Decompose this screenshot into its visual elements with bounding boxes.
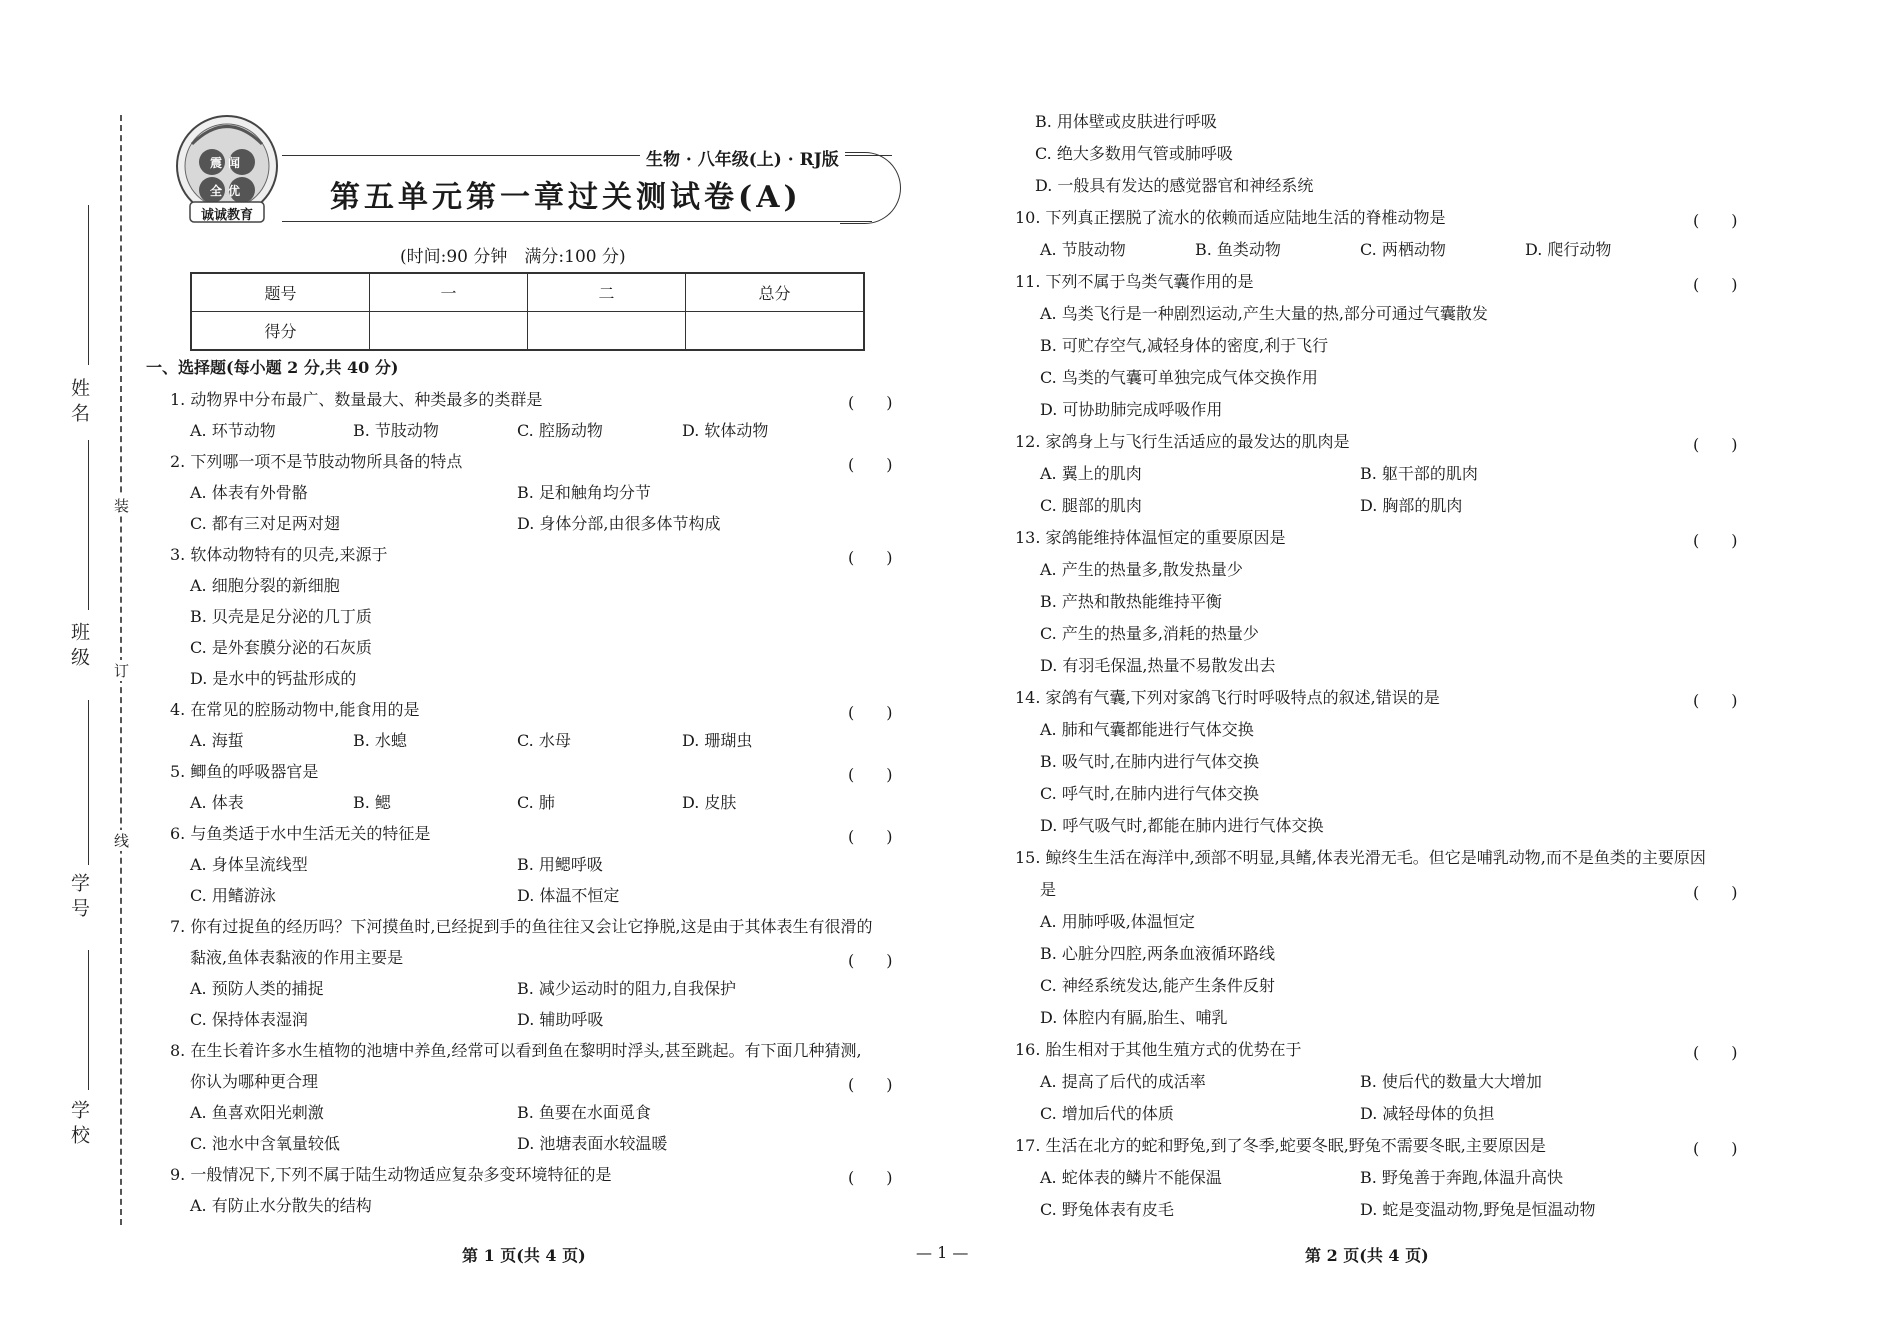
question-stem: 13. 家鸽能维持体温恒定的重要原因是 bbox=[1015, 528, 1286, 547]
score-cell: 得分 bbox=[191, 312, 370, 351]
score-table bbox=[190, 272, 865, 351]
option: C. 用鳍游泳 bbox=[190, 886, 276, 905]
subject-line: 生物 · 八年级(上) · RJ版 bbox=[640, 145, 845, 170]
option: A. 身体呈流线型 bbox=[190, 855, 308, 874]
score-cell: 题号 bbox=[191, 273, 370, 312]
option: C. 野兔体表有皮毛 bbox=[1040, 1200, 1174, 1219]
option: A. 蛇体表的鳞片不能保温 bbox=[1040, 1168, 1222, 1187]
option: D. 爬行动物 bbox=[1525, 240, 1612, 259]
option: C. 产生的热量多,消耗的热量少 bbox=[1040, 624, 1259, 643]
option: A. 节肢动物 bbox=[1040, 240, 1126, 259]
option: B. 水螅 bbox=[353, 731, 407, 750]
page-number-right: 第 2 页(共 4 页) bbox=[1305, 1246, 1429, 1265]
option: C. 池水中含氧量较低 bbox=[190, 1134, 340, 1153]
publisher-logo bbox=[172, 114, 282, 224]
answer-paren[interactable]: ( ) bbox=[1693, 435, 1738, 454]
side-label-class: 班级 bbox=[68, 622, 90, 672]
option: B. 吸气时,在肺内进行气体交换 bbox=[1040, 752, 1260, 771]
answer-paren[interactable]: ( ) bbox=[848, 827, 893, 846]
answer-paren[interactable]: ( ) bbox=[1693, 691, 1738, 710]
question-stem: 1. 动物界中分布最广、数量最大、种类最多的类群是 bbox=[170, 390, 543, 409]
answer-paren[interactable]: ( ) bbox=[848, 765, 893, 784]
question-stem: 5. 鲫鱼的呼吸器官是 bbox=[170, 762, 319, 781]
side-class-blank bbox=[88, 440, 89, 610]
option: C. 保持体表湿润 bbox=[190, 1010, 308, 1029]
answer-paren[interactable]: ( ) bbox=[848, 455, 893, 474]
binding-mark-ding: 订 bbox=[114, 662, 130, 680]
question-stem: 17. 生活在北方的蛇和野兔,到了冬季,蛇要冬眠,野兔不需要冬眠,主要原因是 bbox=[1015, 1136, 1546, 1155]
option: B. 鳃 bbox=[353, 793, 391, 812]
question-stem: 11. 下列不属于鸟类气囊作用的是 bbox=[1015, 272, 1254, 291]
option: C. 肺 bbox=[517, 793, 555, 812]
side-number-blank bbox=[88, 700, 89, 865]
option: B. 可贮存空气,减轻身体的密度,利于飞行 bbox=[1040, 336, 1329, 355]
answer-paren[interactable]: ( ) bbox=[1693, 275, 1738, 294]
side-school-blank bbox=[88, 950, 89, 1090]
option: B. 心脏分四腔,两条血液循环路线 bbox=[1040, 944, 1276, 963]
option: B. 野兔善于奔跑,体温升高快 bbox=[1360, 1168, 1564, 1187]
option: A. 提高了后代的成活率 bbox=[1040, 1072, 1206, 1091]
option: A. 鸟类飞行是一种剧烈运动,产生大量的热,部分可通过气囊散发 bbox=[1040, 304, 1488, 323]
score-cell: 总分 bbox=[686, 273, 865, 312]
option: A. 预防人类的捕捉 bbox=[190, 979, 324, 998]
option: B. 使后代的数量大大增加 bbox=[1360, 1072, 1542, 1091]
option: B. 躯干部的肌肉 bbox=[1360, 464, 1478, 483]
question-stem: 4. 在常见的腔肠动物中,能食用的是 bbox=[170, 700, 420, 719]
option: D. 身体分部,由很多体节构成 bbox=[517, 514, 721, 533]
page-number-center: — 1 — bbox=[916, 1243, 969, 1262]
option: B. 鱼类动物 bbox=[1195, 240, 1281, 259]
side-name-blank bbox=[88, 205, 89, 365]
option: D. 一般具有发达的感觉器官和神经系统 bbox=[1035, 176, 1314, 195]
option: D. 体温不恒定 bbox=[517, 886, 620, 905]
option: A. 用肺呼吸,体温恒定 bbox=[1040, 912, 1195, 931]
answer-paren[interactable]: ( ) bbox=[848, 393, 893, 412]
option: C. 腿部的肌肉 bbox=[1040, 496, 1142, 515]
binding-mark-xian: 线 bbox=[114, 832, 130, 850]
answer-paren[interactable]: ( ) bbox=[848, 951, 893, 970]
option: B. 用体壁或皮肤进行呼吸 bbox=[1035, 112, 1217, 131]
score-input-cell[interactable] bbox=[528, 312, 686, 351]
header-bottom-rule bbox=[282, 221, 872, 222]
header-arc bbox=[840, 152, 901, 224]
question-stem-continued: 是 bbox=[1040, 880, 1057, 899]
score-cell: 二 bbox=[528, 273, 686, 312]
option: B. 用鳃呼吸 bbox=[517, 855, 603, 874]
answer-paren[interactable]: ( ) bbox=[1693, 531, 1738, 550]
option: D. 体腔内有膈,胎生、哺乳 bbox=[1040, 1008, 1228, 1027]
option: C. 是外套膜分泌的石灰质 bbox=[190, 638, 372, 657]
answer-paren[interactable]: ( ) bbox=[1693, 883, 1738, 902]
question-stem: 3. 软体动物特有的贝壳,来源于 bbox=[170, 545, 388, 564]
option: D. 有羽毛保温,热量不易散发出去 bbox=[1040, 656, 1276, 675]
question-stem: 15. 鲸终生生活在海洋中,颈部不明显,具鳍,体表光滑无毛。但它是哺乳动物,而不是鱼类的主要原因 bbox=[1015, 848, 1706, 867]
page-title: 第五单元第一章过关测试卷(A) bbox=[330, 180, 802, 215]
question-stem: 10. 下列真正摆脱了流水的依赖而适应陆地生活的脊椎动物是 bbox=[1015, 208, 1446, 227]
option: B. 减少运动时的阻力,自我保护 bbox=[517, 979, 737, 998]
score-input-cell[interactable] bbox=[370, 312, 528, 351]
option: D. 珊瑚虫 bbox=[682, 731, 753, 750]
option: A. 体表有外骨骼 bbox=[190, 483, 308, 502]
option: D. 减轻母体的负担 bbox=[1360, 1104, 1495, 1123]
option: D. 池塘表面水较温暖 bbox=[517, 1134, 668, 1153]
option: B. 节肢动物 bbox=[353, 421, 439, 440]
question-stem: 6. 与鱼类适于水中生活无关的特征是 bbox=[170, 824, 431, 843]
option: A. 翼上的肌肉 bbox=[1040, 464, 1142, 483]
option: C. 两栖动物 bbox=[1360, 240, 1446, 259]
option: D. 软体动物 bbox=[682, 421, 769, 440]
option: A. 海蜇 bbox=[190, 731, 244, 750]
option: B. 足和触角均分节 bbox=[517, 483, 651, 502]
side-label-name: 姓名 bbox=[68, 378, 90, 428]
option: D. 胸部的肌肉 bbox=[1360, 496, 1463, 515]
question-stem: 16. 胎生相对于其他生殖方式的优势在于 bbox=[1015, 1040, 1302, 1059]
question-stem: 9. 一般情况下,下列不属于陆生动物适应复杂多变环境特征的是 bbox=[170, 1165, 612, 1184]
option: C. 都有三对足两对翅 bbox=[190, 514, 340, 533]
exam-info: (时间:90 分钟 满分:100 分) bbox=[400, 247, 626, 267]
option: C. 神经系统发达,能产生条件反射 bbox=[1040, 976, 1275, 995]
option: A. 有防止水分散失的结构 bbox=[190, 1196, 372, 1215]
option: A. 肺和气囊都能进行气体交换 bbox=[1040, 720, 1254, 739]
question-stem-continued: 黏液,鱼体表黏液的作用主要是 bbox=[190, 948, 404, 967]
question-stem-continued: 你认为哪种更合理 bbox=[190, 1072, 319, 1091]
side-label-number: 学号 bbox=[68, 873, 90, 923]
logo-brand: 诚诚教育 bbox=[200, 208, 253, 223]
option: D. 是水中的钙盐形成的 bbox=[190, 669, 357, 688]
option: C. 绝大多数用气管或肺呼吸 bbox=[1035, 144, 1233, 163]
answer-paren[interactable]: ( ) bbox=[848, 1168, 893, 1187]
option: A. 环节动物 bbox=[190, 421, 276, 440]
question-stem: 8. 在生长着许多水生植物的池塘中养鱼,经常可以看到鱼在黎明时浮头,甚至跳起。有下面几种猜测, bbox=[170, 1041, 862, 1060]
option: C. 呼气时,在肺内进行气体交换 bbox=[1040, 784, 1259, 803]
option: C. 腔肠动物 bbox=[517, 421, 603, 440]
answer-paren[interactable]: ( ) bbox=[848, 1075, 893, 1094]
answer-paren[interactable]: ( ) bbox=[1693, 1139, 1738, 1158]
answer-paren[interactable]: ( ) bbox=[1693, 211, 1738, 230]
question-stem: 14. 家鸽有气囊,下列对家鸽飞行时呼吸特点的叙述,错误的是 bbox=[1015, 688, 1440, 707]
score-input-cell[interactable] bbox=[686, 312, 865, 351]
binding-mark-zhuang: 装 bbox=[114, 497, 130, 515]
option: A. 产生的热量多,散发热量少 bbox=[1040, 560, 1243, 579]
option: C. 增加后代的体质 bbox=[1040, 1104, 1174, 1123]
logo-text-line2: 全优 bbox=[209, 184, 246, 198]
option: A. 细胞分裂的新细胞 bbox=[190, 576, 340, 595]
section-heading: 一、选择题(每小题 2 分,共 40 分) bbox=[146, 358, 399, 377]
question-stem: 2. 下列哪一项不是节肢动物所具备的特点 bbox=[170, 452, 463, 471]
option: D. 可协助肺完成呼吸作用 bbox=[1040, 400, 1223, 419]
question-stem: 12. 家鸽身上与飞行生活适应的最发达的肌肉是 bbox=[1015, 432, 1350, 451]
option: B. 产热和散热能维持平衡 bbox=[1040, 592, 1222, 611]
score-cell: 一 bbox=[370, 273, 528, 312]
option: D. 呼气吸气时,都能在肺内进行气体交换 bbox=[1040, 816, 1324, 835]
option: C. 鸟类的气囊可单独完成气体交换作用 bbox=[1040, 368, 1318, 387]
answer-paren[interactable]: ( ) bbox=[848, 703, 893, 722]
answer-paren[interactable]: ( ) bbox=[1693, 1043, 1738, 1062]
side-label-school: 学校 bbox=[68, 1100, 90, 1150]
option: D. 皮肤 bbox=[682, 793, 737, 812]
option: D. 蛇是变温动物,野兔是恒温动物 bbox=[1360, 1200, 1596, 1219]
option: C. 水母 bbox=[517, 731, 571, 750]
option: D. 辅助呼吸 bbox=[517, 1010, 604, 1029]
option: B. 鱼要在水面觅食 bbox=[517, 1103, 651, 1122]
option: B. 贝壳是足分泌的几丁质 bbox=[190, 607, 372, 626]
logo-text-line1: 震闻 bbox=[209, 156, 246, 170]
score-table-score-row bbox=[191, 312, 864, 351]
score-table-header-row bbox=[191, 273, 864, 312]
option: A. 体表 bbox=[190, 793, 244, 812]
page-number-left: 第 1 页(共 4 页) bbox=[462, 1246, 586, 1265]
question-stem: 7. 你有过捉鱼的经历吗？下河摸鱼时,已经捉到手的鱼往往又会让它挣脱,这是由于其体表生有很滑的 bbox=[170, 917, 873, 936]
answer-paren[interactable]: ( ) bbox=[848, 548, 893, 567]
option: A. 鱼喜欢阳光刺激 bbox=[190, 1103, 324, 1122]
